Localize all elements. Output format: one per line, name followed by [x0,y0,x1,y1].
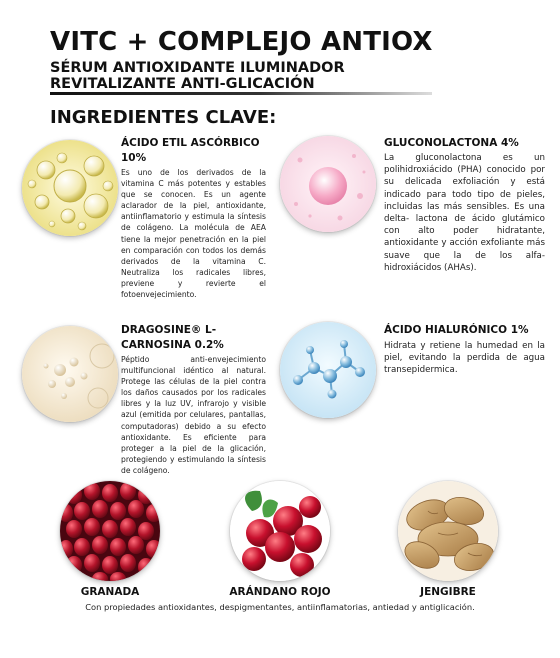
ingredient-desc-dragosine: Péptido anti-envejecimiento multifuncional idéntico al natural. Protege las células de la piel contra los daños causados por los radicales libres y la luz UV, infrarojo y visible azul (emitida por celulares, pantallas, computadoras) debido a su efecto antioxidante. Es eficiente para proteger a la piel de la glicación, protegiendo y estimulando la síntesis de colágeno. [121,355,266,475]
ingredient-name-acido-etil-ascorbico: ÁCIDO ETIL ASCÓRBICO 10% [121,137,260,164]
botanical-label-jengibre: JENGIBRE [420,586,476,598]
product-title: VITC + COMPLEJO ANTIOX [50,27,433,57]
title-divider [50,92,432,95]
cream-pearls-image [22,326,118,422]
ingredient-desc-acido-hialuronico: Hidrata y retiene la humedad en la piel, evitando la perdida de agua transepidermica. [384,341,545,376]
pomegranate-seeds-image [60,481,160,581]
ingredient-desc-acido-etil-ascorbico: Es uno de los derivados de la vitamina C más potentes y estables que se conocen. Es un agente aclarador de la piel, antioxidante, antiinflamatorio y estimula la síntesis de colágeno. La molécula de AEA tiene la mejor penetración en la piel en comparación con todos los demás derivados de la vitamina C. Neutraliza los radicales libres, previene y revierte el fotoenvejecimiento. [121,168,266,300]
product-subtitle-line2: REVITALIZANTE ANTI-GLICACIÓN [50,76,315,92]
ingredient-name-acido-hialuronico: ÁCIDO HIALURÓNICO 1% [384,324,529,336]
cranberries-image [230,481,330,581]
product-subtitle-line1: SÉRUM ANTIOXIDANTE ILUMINADOR [50,60,345,76]
botanical-label-granada: GRANADA [80,586,140,598]
blue-molecule-image [280,322,376,418]
yellow-bubbles-image [22,140,118,236]
section-title: INGREDIENTES CLAVE: [50,107,277,128]
ingredient-name-gluconolactona: GLUCONOLACTONA 4% [384,137,519,149]
footer-properties: Con propiedades antioxidantes, despigmentantes, antiinflamatorias, antiedad y antiglicación. [85,602,475,612]
ginger-root-image [398,481,498,581]
pink-gel-image [280,136,376,232]
botanical-label-arandano-rojo: ARÁNDANO ROJO [229,586,331,598]
ingredient-desc-gluconolactona: La gluconolactona es un polihidroxiácido (PHA) conocido por su delicada exfoliación y está indicado para todo tipo de pieles, incluidas las más sensibles. Es una delta- lactona de ácido glutámico con alto poder hidratante, antioxidante y acción exfoliante más suave que la de los alfa-hidroxiácidos (AHAs). [384,153,545,273]
ingredient-name-dragosine: DRAGOSINE® L-CARNOSINA 0.2% [121,324,224,351]
